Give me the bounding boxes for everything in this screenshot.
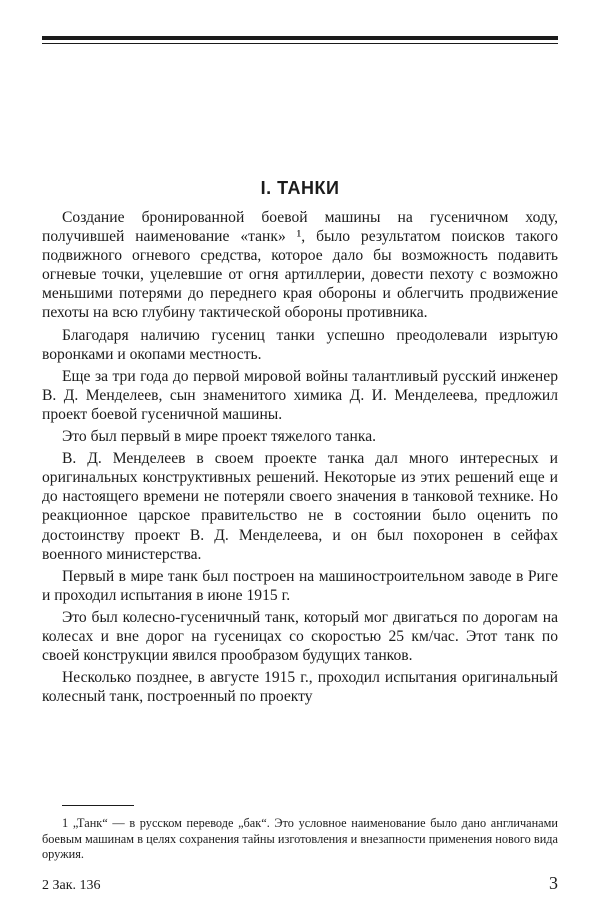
footnote-marker: 1	[62, 816, 69, 830]
paragraph: Это был первый в мире проект тяжелого танка.	[62, 428, 377, 446]
paragraph: Еще за три года до первой мировой войны талантливый русский инженер В. Д. Менделеев, сын знаменитого химика Д. И. Менделеева, предложил проект боевой гусеничной машины.	[42, 367, 558, 423]
main-text	[42, 208, 558, 709]
paragraph: Создание бронированной боевой машины на гусеничном ходу, получившей наименование «танк» ¹, было результатом поисков такого подвижного огневого средства, которое дало бы возможность подавить огневые точки, уцелевшие от огня артиллерии, довести пехоту с возможно меньшими потерями до переднего края обороны и облегчить продвижение пехоты на всю глубину тактической обороны противника.	[42, 209, 558, 322]
printer-signature: 2 Зак. 136	[42, 878, 101, 893]
footnote	[42, 816, 558, 863]
footnote-text: „Танк“ — в русском переводе „бак“. Это условное наименование было дано англичанами боевым машинам в целях сохранения тайны изготовления и внезапности применения нового вида оружия.	[42, 816, 559, 861]
paragraph: Первый в мире танк был построен на машиностроительном заводе в Риге и проходил испытания в июне 1915 г.	[42, 567, 558, 604]
paragraph: Благодаря наличию гусениц танки успешно преодолевали изрытую воронками и окопами местность.	[42, 326, 558, 363]
page-number: 3	[549, 873, 558, 893]
paragraph: В. Д. Менделеев в своем проекте танка дал много интересных и оригинальных конструктивных решений. Некоторые из этих решений еще и до настоящего времени не потеряли своего значения в танковой технике. Но реакционное царское правительство не в состоянии было оценить по достоинству проект В. Д. Менделеева, и он был похоронен в сейфах военного министерства.	[42, 450, 558, 563]
footnote-rule	[62, 805, 134, 806]
header-rule-thick	[42, 36, 558, 40]
paragraph: Это был колесно-гусеничный танк, который мог двигаться по дорогам на колесах и вне дорог на гусеницах со скоростью 25 км/час. Этот танк по своей конструкции явился прообразом будущих танков.	[42, 608, 558, 665]
paragraph: Несколько позднее, в августе 1915 г., проходил испытания оригинальный колесный танк, построенный по проекту	[42, 669, 558, 706]
header-rule-thin	[42, 43, 558, 44]
chapter-title: I. ТАНКИ	[260, 178, 340, 198]
